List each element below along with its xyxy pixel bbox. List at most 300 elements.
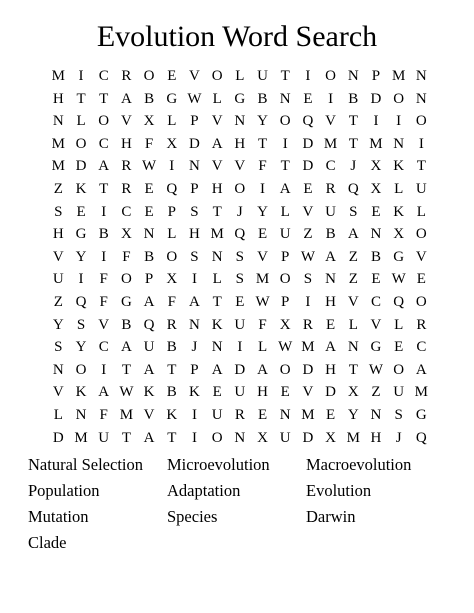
- grid-letter: R: [302, 316, 313, 333]
- grid-letter: V: [52, 248, 64, 265]
- grid-letter: B: [98, 226, 109, 243]
- grid-letter: E: [144, 180, 154, 197]
- grid-letter: U: [415, 180, 427, 197]
- grid-letter: N: [143, 226, 155, 243]
- grid-letter: K: [166, 406, 178, 423]
- grid-letter: R: [416, 316, 427, 333]
- grid-letter: O: [211, 68, 223, 84]
- grid-letter: K: [211, 316, 223, 333]
- word-list-item: Population: [28, 481, 100, 500]
- grid-letter: Z: [371, 384, 381, 401]
- grid-letter: U: [234, 316, 246, 333]
- word-list-item: Adaptation: [167, 481, 241, 500]
- grid-letter: D: [302, 135, 314, 152]
- grid-letter: M: [119, 406, 134, 423]
- grid-letter: I: [191, 406, 197, 423]
- grid-letter: P: [144, 271, 154, 288]
- grid-letter: H: [189, 226, 200, 243]
- grid-letter: M: [51, 68, 66, 84]
- grid-letter: N: [189, 158, 200, 175]
- grid-letter: A: [347, 226, 359, 243]
- grid-letter: U: [98, 429, 110, 446]
- grid-letter: Q: [393, 293, 405, 310]
- grid-letter: P: [190, 361, 199, 378]
- grid-letter: G: [415, 406, 427, 423]
- grid-letter: T: [121, 361, 131, 378]
- grid-letter: H: [211, 180, 223, 197]
- grid-letter: F: [258, 316, 267, 333]
- grid-letter: N: [211, 339, 223, 356]
- grid-letter: F: [99, 293, 108, 310]
- grid-letter: H: [52, 90, 64, 107]
- grid-letter: G: [166, 90, 178, 107]
- grid-letter: W: [391, 271, 406, 288]
- grid-letter: Z: [303, 226, 313, 243]
- grid-letter: D: [302, 429, 314, 446]
- grid-letter: M: [255, 271, 270, 288]
- grid-letter: P: [167, 203, 176, 220]
- grid-letter: N: [211, 248, 223, 265]
- grid-letter: S: [349, 203, 358, 220]
- grid-letter: V: [257, 248, 268, 265]
- grid-letter: R: [234, 406, 245, 423]
- grid-letter: L: [53, 406, 63, 423]
- grid-letter: S: [54, 203, 63, 220]
- grid-letter: B: [370, 248, 381, 265]
- grid-letter: O: [279, 361, 291, 378]
- grid-letter: T: [280, 68, 290, 84]
- grid-letter: P: [281, 248, 290, 265]
- grid-letter: H: [234, 135, 246, 152]
- grid-letter: S: [303, 271, 313, 288]
- grid-letter: T: [212, 203, 222, 220]
- grid-letter: T: [348, 361, 358, 378]
- grid-letter: D: [75, 158, 87, 175]
- grid-letter: D: [325, 384, 337, 401]
- grid-letter: Z: [53, 293, 63, 310]
- grid-letter: W: [368, 361, 384, 378]
- word-list-item: Clade: [28, 533, 67, 552]
- grid-letter: N: [347, 339, 359, 356]
- grid-letter: A: [120, 90, 132, 107]
- grid-letter: Y: [347, 406, 359, 423]
- grid-letter: X: [279, 316, 291, 333]
- grid-letter: H: [257, 384, 268, 401]
- grid-letter: I: [237, 339, 243, 356]
- grid-letter: B: [144, 248, 155, 265]
- grid-letter: S: [76, 316, 86, 333]
- grid-letter: K: [143, 384, 155, 401]
- grid-letter: I: [305, 68, 311, 84]
- grid-letter: E: [371, 271, 381, 288]
- grid-letter: H: [370, 429, 382, 446]
- grid-letter: N: [370, 406, 382, 423]
- grid-letter: H: [325, 293, 337, 310]
- grid-letter: M: [51, 135, 66, 152]
- grid-letter: R: [121, 180, 132, 197]
- grid-letter: Y: [52, 316, 64, 333]
- grid-letter: Q: [415, 429, 427, 446]
- grid-letter: V: [120, 113, 132, 130]
- grid-letter: S: [190, 203, 199, 220]
- grid-letter: V: [370, 316, 382, 333]
- grid-letter: I: [169, 158, 175, 175]
- grid-letter: P: [190, 113, 199, 130]
- grid-letter: A: [98, 158, 110, 175]
- grid-letter: T: [167, 361, 177, 378]
- grid-letter: L: [212, 271, 222, 288]
- grid-letter: B: [166, 339, 177, 356]
- grid-letter: A: [98, 384, 110, 401]
- grid-letter: F: [144, 135, 154, 152]
- grid-letter: D: [234, 361, 246, 378]
- grid-letter: D: [52, 429, 64, 446]
- grid-letter: T: [348, 113, 358, 130]
- grid-letter: E: [167, 68, 177, 84]
- grid-letter: X: [257, 429, 268, 446]
- grid-letter: R: [325, 180, 336, 197]
- grid-letter: I: [373, 113, 379, 130]
- grid-letter: O: [120, 271, 132, 288]
- grid-letter: E: [303, 180, 313, 197]
- word-list-item: Mutation: [28, 507, 89, 526]
- grid-letter: C: [121, 203, 132, 220]
- grid-letter: V: [234, 158, 246, 175]
- word-list-item: Species: [167, 507, 218, 526]
- grid-letter: O: [143, 68, 155, 84]
- grid-letter: A: [325, 339, 337, 356]
- grid-letter: Q: [75, 293, 87, 310]
- grid-letter: U: [52, 271, 64, 288]
- grid-letter: T: [76, 90, 86, 107]
- grid-letter: G: [75, 226, 87, 243]
- grid-letter: X: [166, 135, 178, 152]
- grid-letter: E: [212, 384, 222, 401]
- grid-letter: L: [257, 339, 268, 356]
- grid-letter: X: [325, 429, 337, 446]
- grid-letter: T: [280, 158, 290, 175]
- grid-letter: I: [101, 361, 107, 378]
- grid-letter: J: [191, 339, 198, 356]
- grid-letter: E: [394, 339, 404, 356]
- grid-letter: N: [415, 90, 427, 107]
- grid-letter: M: [346, 429, 360, 446]
- grid-letter: M: [414, 384, 429, 401]
- grid-letter: V: [325, 113, 337, 130]
- grid-letter: M: [301, 339, 315, 356]
- grid-letter: N: [189, 316, 200, 333]
- grid-letter: I: [191, 429, 197, 446]
- grid-letter: T: [167, 429, 177, 446]
- grid-letter: W: [278, 339, 293, 356]
- grid-letter: M: [391, 68, 406, 84]
- grid-letter: U: [279, 226, 291, 243]
- grid-letter: M: [210, 226, 224, 243]
- grid-letter: S: [54, 339, 63, 356]
- grid-letter: I: [418, 135, 424, 152]
- grid-letter: I: [101, 203, 107, 220]
- grid-letter: U: [257, 68, 268, 84]
- grid-letter: E: [416, 271, 426, 288]
- word-list-item: Natural Selection: [28, 455, 144, 474]
- grid-letter: B: [325, 226, 336, 243]
- grid-letter: K: [75, 180, 87, 197]
- grid-letter: M: [323, 135, 338, 152]
- grid-letter: P: [371, 68, 381, 84]
- grid-letter: S: [394, 406, 403, 423]
- grid-letter: A: [143, 429, 155, 446]
- grid-letter: C: [325, 158, 336, 175]
- grid-letter: G: [234, 90, 246, 107]
- grid-letter: L: [348, 316, 358, 333]
- grid-letter: E: [326, 406, 336, 423]
- grid-letter: V: [143, 406, 155, 423]
- grid-letter: K: [189, 384, 200, 401]
- grid-letter: C: [416, 339, 427, 356]
- grid-letter: E: [303, 90, 313, 107]
- grid-letter: L: [416, 203, 426, 220]
- grid-letter: O: [415, 113, 427, 130]
- grid-letter: P: [190, 180, 199, 197]
- grid-letter: B: [121, 316, 132, 333]
- grid-letter: O: [166, 248, 178, 265]
- grid-letter: C: [98, 339, 109, 356]
- grid-letter: E: [257, 226, 268, 243]
- grid-letter: X: [347, 384, 359, 401]
- grid-letter: E: [326, 316, 336, 333]
- grid-letter: M: [301, 406, 315, 423]
- grid-letter: F: [122, 248, 131, 265]
- grid-letter: A: [279, 180, 291, 197]
- grid-letter: N: [347, 68, 359, 84]
- grid-letter: G: [370, 339, 382, 356]
- grid-letter: I: [305, 293, 311, 310]
- grid-letter: L: [167, 226, 177, 243]
- grid-letter: L: [212, 90, 222, 107]
- grid-letter: Z: [348, 271, 358, 288]
- word-list-item: Macroevolution: [306, 455, 412, 474]
- grid-letter: H: [120, 135, 132, 152]
- grid-letter: U: [325, 203, 337, 220]
- grid-letter: H: [325, 361, 337, 378]
- grid-letter: E: [280, 384, 290, 401]
- word-list-item: Darwin: [306, 507, 356, 526]
- grid-letter: W: [142, 158, 157, 175]
- grid-letter: T: [212, 293, 222, 310]
- grid-letter: Q: [143, 316, 155, 333]
- grid-letter: F: [167, 293, 176, 310]
- grid-letter: U: [279, 429, 291, 446]
- grid-letter: Z: [348, 248, 358, 265]
- grid-letter: N: [234, 113, 246, 130]
- grid-letter: X: [370, 158, 382, 175]
- grid-letter: W: [300, 248, 315, 265]
- grid-letter: V: [98, 316, 110, 333]
- grid-letter: I: [78, 271, 84, 288]
- grid-letter: U: [234, 384, 246, 401]
- grid-letter: R: [121, 68, 132, 84]
- grid-letter: P: [281, 293, 290, 310]
- grid-letter: L: [235, 68, 245, 84]
- grid-letter: V: [347, 293, 359, 310]
- grid-letter: E: [76, 203, 86, 220]
- grid-letter: V: [52, 384, 64, 401]
- grid-letter: U: [143, 339, 155, 356]
- grid-letter: C: [98, 68, 109, 84]
- grid-letter: D: [370, 90, 382, 107]
- grid-letter: X: [166, 271, 178, 288]
- grid-letter: X: [143, 113, 155, 130]
- grid-letter: L: [76, 113, 86, 130]
- grid-letter: O: [279, 271, 291, 288]
- grid-letter: V: [302, 384, 314, 401]
- grid-letter: I: [396, 113, 402, 130]
- grid-letter: W: [187, 90, 202, 107]
- grid-letter: M: [74, 429, 88, 446]
- grid-letter: Y: [75, 248, 87, 265]
- grid-letter: I: [78, 68, 84, 84]
- grid-letter: W: [119, 384, 134, 401]
- grid-letter: I: [260, 180, 266, 197]
- grid-letter: D: [302, 361, 314, 378]
- grid-letter: N: [234, 429, 246, 446]
- grid-letter: A: [211, 135, 223, 152]
- grid-letter: T: [99, 180, 109, 197]
- grid-letter: U: [393, 384, 405, 401]
- grid-letter: T: [348, 135, 358, 152]
- grid-letter: C: [98, 135, 109, 152]
- grid-letter: O: [393, 90, 405, 107]
- grid-letter: E: [257, 406, 268, 423]
- grid-letter: B: [257, 90, 268, 107]
- grid-letter: V: [211, 113, 223, 130]
- grid-letter: O: [415, 226, 427, 243]
- grid-letter: F: [258, 158, 267, 175]
- grid-letter: N: [393, 135, 405, 152]
- grid-letter: W: [255, 293, 270, 310]
- grid-letter: L: [394, 180, 404, 197]
- grid-letter: O: [211, 429, 223, 446]
- grid-letter: L: [167, 113, 177, 130]
- grid-letter: M: [51, 158, 66, 175]
- grid-letter: K: [393, 203, 405, 220]
- grid-letter: J: [236, 203, 243, 220]
- grid-letter: N: [370, 226, 382, 243]
- grid-letter: S: [235, 271, 245, 288]
- grid-letter: T: [416, 158, 426, 175]
- grid-letter: R: [166, 316, 177, 333]
- grid-letter: F: [99, 271, 108, 288]
- grid-letter: E: [144, 203, 154, 220]
- grid-letter: Y: [257, 113, 268, 130]
- grid-letter: N: [325, 271, 337, 288]
- grid-letter: O: [234, 180, 246, 197]
- grid-letter: T: [121, 429, 131, 446]
- grid-letter: U: [211, 406, 223, 423]
- grid-letter: L: [280, 203, 290, 220]
- grid-letter: K: [75, 384, 87, 401]
- grid-letter: N: [52, 113, 64, 130]
- grid-letter: I: [191, 271, 197, 288]
- grid-letter: Z: [53, 180, 63, 197]
- grid-letter: B: [144, 90, 155, 107]
- grid-letter: Y: [75, 339, 87, 356]
- grid-letter: K: [393, 158, 405, 175]
- grid-letter: Y: [257, 203, 268, 220]
- grid-letter: S: [235, 248, 245, 265]
- grid-letter: R: [121, 158, 132, 175]
- grid-letter: A: [211, 361, 223, 378]
- grid-letter: O: [75, 135, 87, 152]
- grid-letter: O: [279, 113, 291, 130]
- grid-letter: O: [75, 361, 87, 378]
- grid-letter: O: [325, 68, 337, 84]
- grid-letter: E: [235, 293, 245, 310]
- grid-letter: T: [99, 90, 109, 107]
- grid-letter: X: [120, 226, 132, 243]
- word-list: [28, 454, 445, 558]
- grid-letter: N: [279, 406, 291, 423]
- grid-letter: V: [189, 68, 200, 84]
- grid-letter: A: [325, 248, 337, 265]
- grid-letter: A: [143, 361, 155, 378]
- grid-letter: G: [393, 248, 405, 265]
- grid-letter: I: [101, 248, 107, 265]
- grid-letter: F: [99, 406, 108, 423]
- grid-letter: Q: [302, 113, 314, 130]
- grid-letter: A: [257, 361, 268, 378]
- grid-letter: V: [211, 158, 223, 175]
- grid-letter: D: [302, 158, 314, 175]
- grid-letter: V: [302, 203, 314, 220]
- grid-letter: Q: [234, 226, 246, 243]
- word-list-item: Evolution: [306, 481, 372, 500]
- grid-letter: I: [328, 90, 334, 107]
- grid-letter: C: [370, 293, 381, 310]
- grid-letter: A: [143, 293, 155, 310]
- grid-letter: X: [393, 226, 405, 243]
- page-title: Evolution Word Search: [96, 20, 378, 53]
- grid-letter: Q: [166, 180, 178, 197]
- grid-letter: E: [371, 203, 381, 220]
- grid-letter: T: [257, 135, 268, 152]
- grid-letter: N: [279, 90, 291, 107]
- grid-letter: M: [369, 135, 383, 152]
- grid-letter: S: [190, 248, 199, 265]
- grid-letter: B: [166, 384, 177, 401]
- grid-letter: I: [282, 135, 288, 152]
- grid-letter: D: [189, 135, 200, 152]
- grid-letter: H: [52, 226, 64, 243]
- grid-letter: J: [395, 429, 402, 446]
- grid-letter: X: [370, 180, 382, 197]
- grid-letter: L: [394, 316, 404, 333]
- grid-letter: N: [415, 68, 427, 84]
- grid-letter: O: [98, 113, 110, 130]
- grid-letter: N: [52, 361, 64, 378]
- grid-letter: O: [415, 293, 427, 310]
- grid-letter: Q: [347, 180, 359, 197]
- word-list-item: Microevolution: [167, 455, 270, 474]
- grid-letter: N: [75, 406, 87, 423]
- grid-letter: O: [393, 361, 405, 378]
- letter-grid: [47, 65, 433, 449]
- grid-letter: B: [348, 90, 359, 107]
- grid-letter: A: [189, 293, 200, 310]
- grid-letter: J: [350, 158, 357, 175]
- grid-letter: A: [415, 361, 427, 378]
- grid-letter: V: [415, 248, 427, 265]
